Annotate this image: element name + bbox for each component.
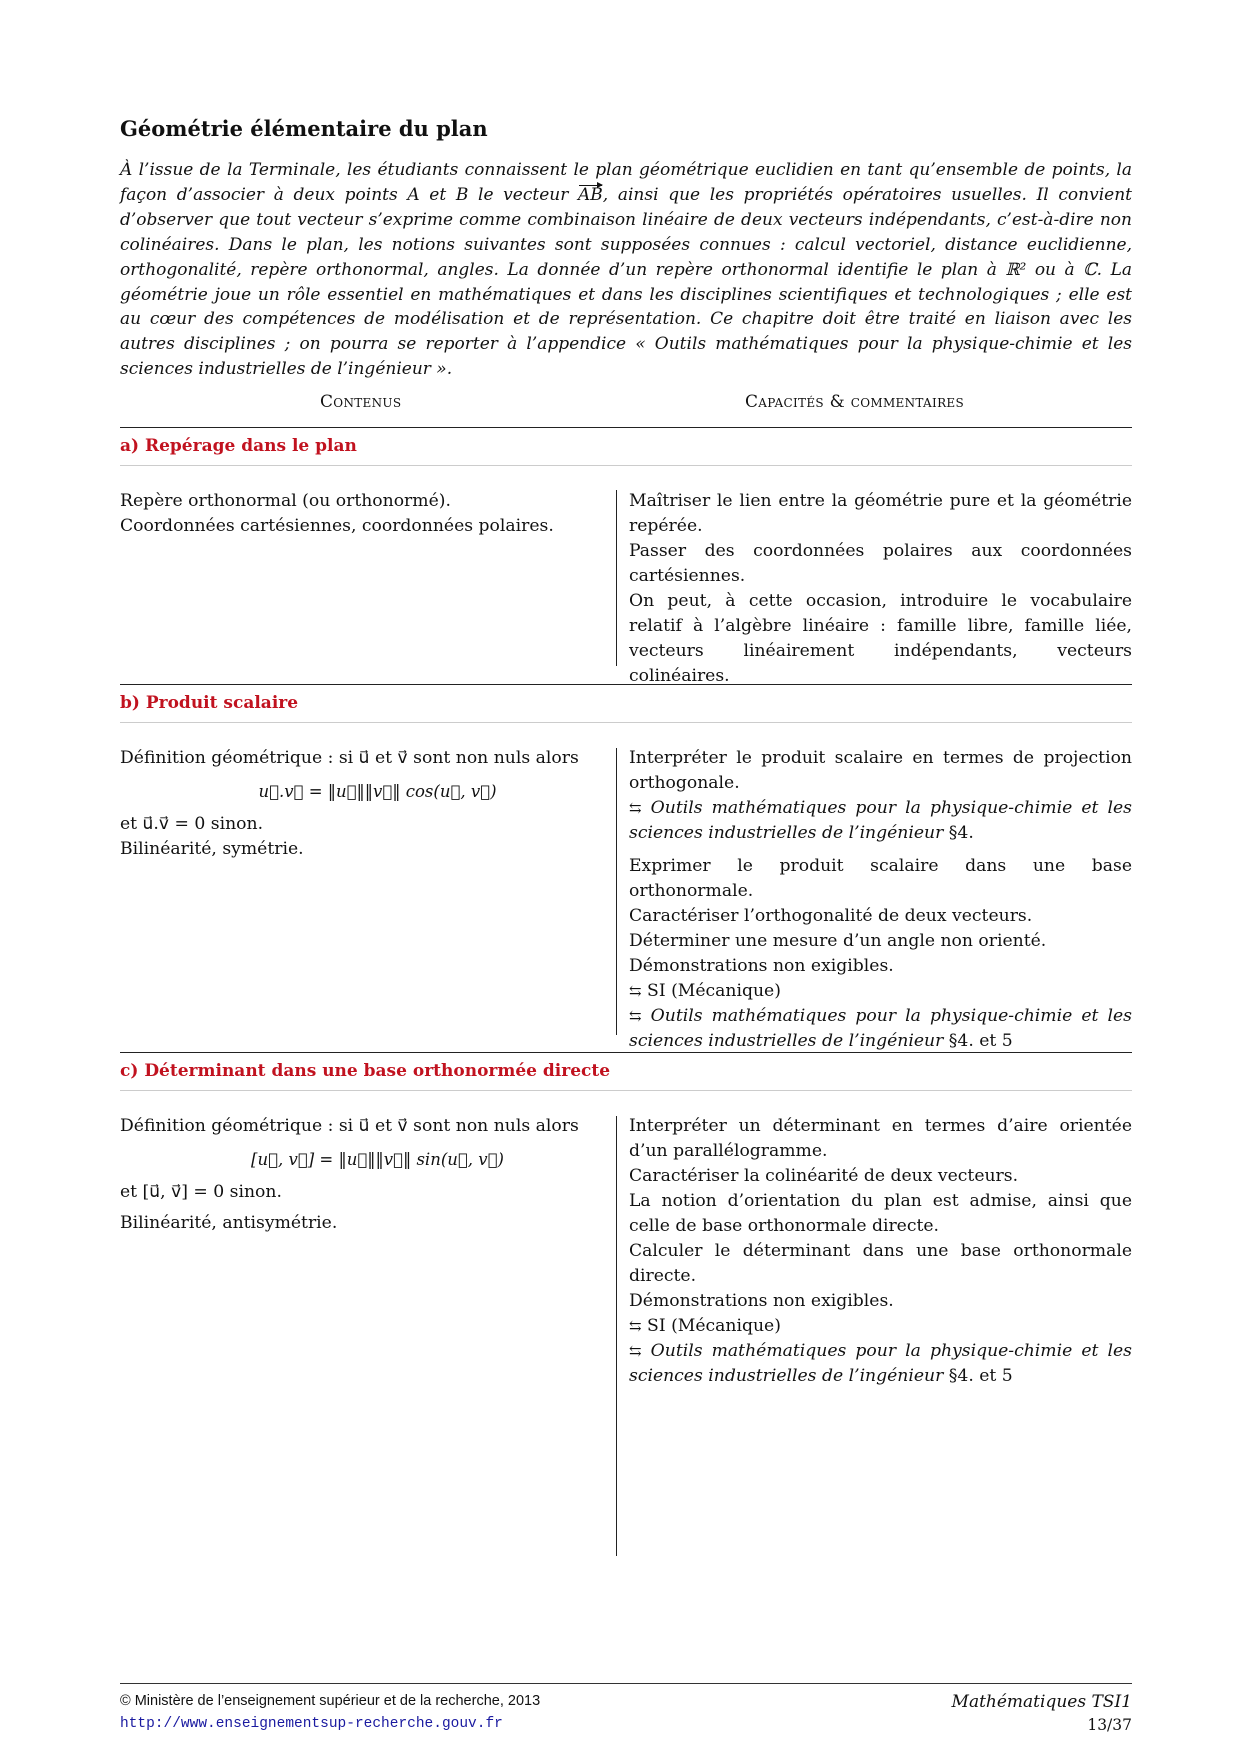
section-a-capacites: [629, 489, 1132, 689]
contenu-line: et u⃗.v⃗ = 0 sinon.: [120, 814, 264, 834]
capacite-link-line: [629, 979, 1132, 1004]
capacite-link-line: [629, 1314, 1132, 1339]
column-separator: [616, 490, 617, 666]
section-title-c: c) Déterminant dans une base orthonormée directe: [120, 1061, 611, 1081]
contenu-line: Repère orthonormal (ou orthonormé).: [120, 491, 451, 511]
capacite-text: Interpréter le produit scalaire en termes de projection orthogonale.: [629, 748, 1132, 793]
section-title-a: a) Repérage dans le plan: [120, 436, 357, 456]
capacite-text: Maîtriser le lien entre la géométrie pure et la géométrie repérée.: [629, 491, 1132, 536]
capacite-text: Démonstrations non exigibles.: [629, 1291, 894, 1311]
intro-text-2: , ainsi que les propriétés opératoires usuelles. Il convient d’observer que tout vecteur s’exprime comme combinaison linéaire de deux vecteurs indépendants, c’est-à-dire non colinéaires. Dans le plan, les notions suivantes sont supposées connues : calcul vectoriel, distance euclidienne, orthogonalité, repère orthonormal, angles. La donnée d’un repère orthonormal identifie le plan à: [120, 184, 1132, 280]
capacite-text: Déterminer une mesure d’un angle non orienté.: [629, 931, 1047, 951]
column-header-capacites: Capacités & commentaires: [745, 392, 964, 412]
section-subdivider: [120, 465, 1132, 466]
appendix-reference: Outils mathématiques pour la physique-chimie et les sciences industrielles de l’ingénieur: [629, 798, 1133, 843]
capacite-link-line: [629, 1339, 1132, 1389]
capacite-text: La notion d’orientation du plan est admise, ainsi que celle de base orthonormale directe.: [629, 1191, 1132, 1236]
section-divider: [120, 684, 1132, 685]
appendix-section: §4. et 5: [943, 1031, 1013, 1051]
contenu-line: et [u⃗, v⃗] = 0 sinon.: [120, 1182, 282, 1202]
footer-copyright: © Ministère de l’enseignement supérieur et de la recherche, 2013: [120, 1693, 541, 1709]
appendix-reference: Outils mathématiques pour la physique-chimie et les sciences industrielles de l’ingénieur: [629, 1341, 1133, 1386]
section-subdivider: [120, 722, 1132, 723]
capacite-text: Calculer le déterminant dans une base orthonormale directe.: [629, 1241, 1132, 1286]
section-c-capacites: [629, 1114, 1132, 1389]
link-arrows-icon: ⇆: [629, 982, 642, 1000]
appendix-section: §4.: [943, 823, 974, 843]
contenu-definition: Définition géométrique : si u⃗ et v⃗ sont non nuls alors: [120, 748, 579, 768]
column-separator: [616, 1116, 617, 1556]
section-divider: [120, 1052, 1132, 1053]
appendix-reference: Outils mathématiques pour la physique-chimie et les sciences industrielles de l’ingénieur: [629, 1006, 1133, 1051]
capacite-text: Caractériser la colinéarité de deux vecteurs.: [629, 1166, 1019, 1186]
footer-divider: [120, 1683, 1132, 1684]
appendix-section: §4. et 5: [943, 1366, 1013, 1386]
section-b-capacites: [629, 746, 1132, 1054]
capacite-text: Exprimer le produit scalaire dans une base orthonormale.: [629, 856, 1132, 901]
contenu-line: Bilinéarité, antisymétrie.: [120, 1213, 338, 1233]
footer-url-link[interactable]: http://www.enseignementsup-recherche.gouv.fr: [120, 1716, 503, 1732]
formula-determinant: [u⃗, v⃗] = ‖u⃗‖‖v⃗‖ sin(u⃗, v⃗): [251, 1150, 504, 1169]
c-symbol: ℂ: [1083, 259, 1097, 280]
section-subdivider: [120, 1090, 1132, 1091]
capacite-text: Démonstrations non exigibles.: [629, 956, 894, 976]
section-c-contenus: [120, 1114, 595, 1236]
capacite-text: On peut, à cette occasion, introduire le vocabulaire relatif à l’algèbre linéaire : famille libre, famille liée, vecteurs linéairement indépendants, vecteurs colinéaires.: [629, 591, 1132, 686]
section-a-contenus: [120, 489, 595, 539]
page-title: Géométrie élémentaire du plan: [120, 116, 488, 141]
intro-text-1: À l’issue de la Terminale, les étudiants connaissent le plan géométrique euclidien en tant qu’ensemble de points, la façon d’associer à deux points A et B le vecteur: [120, 160, 1132, 205]
section-b-contenus: [120, 746, 595, 862]
vector-ab: AB: [578, 183, 603, 208]
footer-page-number: 13/37: [1087, 1716, 1132, 1734]
capacite-link-line: [629, 796, 1132, 846]
link-arrows-icon: ⇆: [629, 1007, 642, 1025]
column-separator: [616, 748, 617, 1035]
capacite-text: Passer des coordonnées polaires aux coordonnées cartésiennes.: [629, 541, 1132, 586]
link-arrows-icon: ⇆: [629, 799, 642, 817]
section-divider: [120, 427, 1132, 428]
intro-paragraph: [120, 158, 1132, 382]
link-arrows-icon: ⇆: [629, 1317, 642, 1335]
capacite-link-line: [629, 1004, 1132, 1054]
document-page: [120, 0, 1132, 1754]
r2-symbol: ℝ²: [1005, 259, 1027, 280]
capacite-text: Interpréter un déterminant en termes d’aire orientée d’un parallélogramme.: [629, 1116, 1132, 1161]
contenu-line: Bilinéarité, symétrie.: [120, 839, 304, 859]
intro-text-4: . La géométrie joue un rôle essentiel en mathématiques et dans les disciplines scientifiques et technologiques ; elle est au cœur des compétences de modélisation et de représentation. Ce chapitre doit être traité en liaison avec les autres disciplines ; on pourra se reporter à l’appendice « Outils mathématiques pour la physique-chimie et les sciences industrielles de l’ingénieur ».: [120, 259, 1132, 380]
si-reference: SI (Mécanique): [647, 981, 781, 1001]
intro-text-3: ou à: [1026, 259, 1084, 280]
section-title-b: b) Produit scalaire: [120, 693, 299, 713]
capacite-text: Caractériser l’orthogonalité de deux vecteurs.: [629, 906, 1033, 926]
contenu-definition: Définition géométrique : si u⃗ et v⃗ sont non nuls alors: [120, 1116, 579, 1136]
link-arrows-icon: ⇆: [629, 1342, 642, 1360]
footer-subject: Mathématiques TSI1: [951, 1692, 1132, 1712]
si-reference: SI (Mécanique): [647, 1316, 781, 1336]
column-header-contenus: Contenus: [320, 392, 402, 412]
formula-produit-scalaire: u⃗.v⃗ = ‖u⃗‖‖v⃗‖ cos(u⃗, v⃗): [258, 782, 497, 801]
contenu-line: Coordonnées cartésiennes, coordonnées polaires.: [120, 516, 554, 536]
